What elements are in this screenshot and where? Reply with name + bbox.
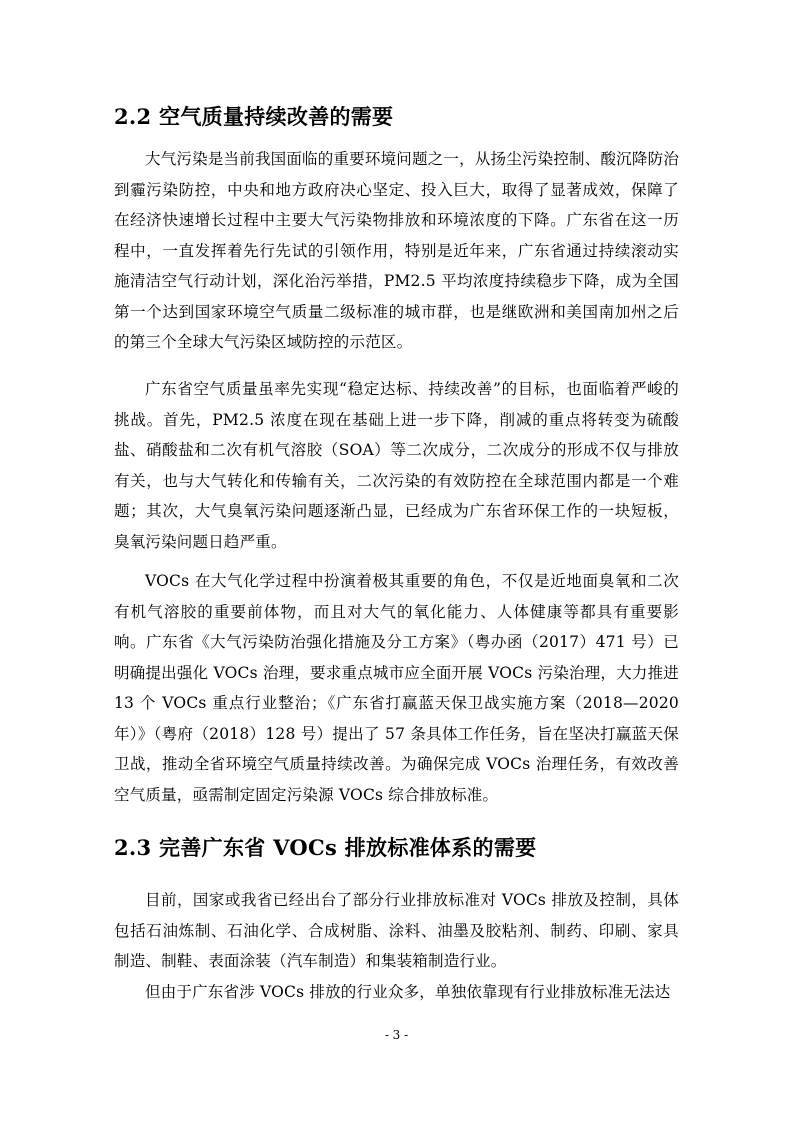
paragraph: VOCs 在大气化学过程中扮演着极其重要的角色，不仅是近地面臭氧和二次有机气溶胶的重要前体物，而且对大气的氧化能力、人体健康等都具有重要影响。广东省《大气污染防治强化措施及分工方案》（粤办函（2017）471 号）已明确提出强化 VOCs 治理，要求重点城市应全面开展 VOCs 污染治理，大力推进 13 个 VOCs 重点行业整治；《广东省打赢蓝天保卫战实施方案（2018—2020 年）》（粤府（2018）128 号）提出了 57 条具体工作任务，旨在坚决打赢蓝天保卫战，推动全省环境空气质量持续改善。为确保完成 VOCs 治理任务，有效改善空气质量，亟需制定固定污染源 VOCs 综合排放标准。: [114, 572, 679, 804]
section-heading-2-2: 2.2 空气质量持续改善的需要: [114, 104, 394, 129]
paragraph: 广东省空气质量虽率先实现“稳定达标、持续改善”的目标，也面临着严峻的挑战。首先，PM2.5 浓度在现在基础上进一步下降，削减的重点将转变为硫酸盐、硝酸盐和二次有机气溶胶（SOA）等二次成分，二次成分的形成不仅与排放有关，也与大气转化和传输有关，二次污染的有效防控在全球范围内都是一个难题；其次，大气臭氧污染问题逐渐凸显，已经成为广东省环保工作的一块短板，臭氧污染问题日趋严重。: [114, 380, 679, 551]
paragraph: 目前，国家或我省已经出台了部分行业排放标准对 VOCs 排放及控制，具体包括石油炼制、石油化学、合成树脂、涂料、油墨及胶粘剂、制药、印刷、家具制造、制鞋、表面涂装（汽车制造）和集装箱制造行业。: [114, 891, 679, 970]
page-number: - 3 -: [384, 1028, 409, 1042]
paragraph: 大气污染是当前我国面临的重要环境问题之一，从扬尘污染控制、酸沉降防治到霾污染防控，中央和地方政府决心坚定、投入巨大，取得了显著成效，保障了在经济快速增长过程中主要大气污染物排放和环境浓度的下降。广东省在这一历程中，一直发挥着先行先试的引领作用，特别是近年来，广东省通过持续滚动实施清洁空气行动计划，深化治污举措，PM2.5 平均浓度持续稳步下降，成为全国第一个达到国家环境空气质量二级标准的城市群，也是继欧洲和美国南加州之后的第三个全球大气污染区域防控的示范区。: [114, 150, 679, 351]
section-heading-2-3: 2.3 完善广东省 VOCs 排放标准体系的需要: [114, 835, 537, 860]
paragraph: 但由于广东省涉 VOCs 排放的行业众多，单独依靠现有行业排放标准无法达: [145, 983, 671, 1001]
